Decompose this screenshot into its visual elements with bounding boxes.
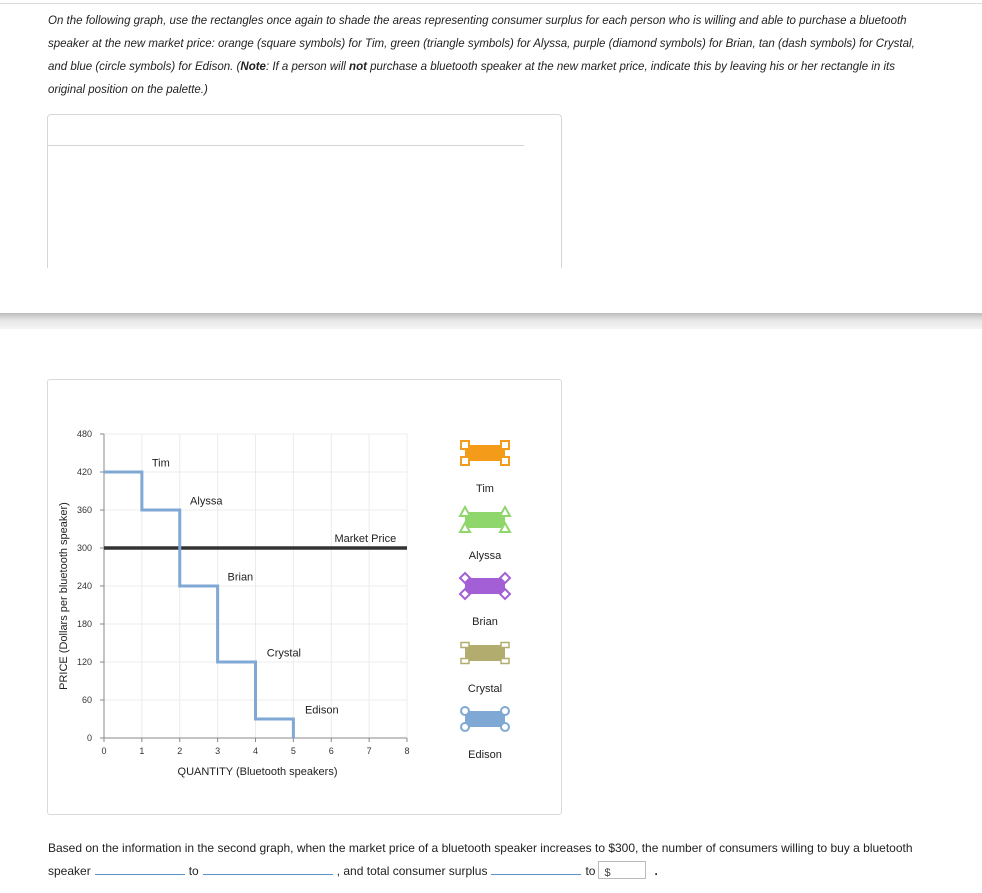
person-label-brian: Brian [227, 571, 254, 584]
x-tick-label: 6 [328, 746, 334, 756]
instructions-text: On the following graph, use the rectangles once again to shade the areas representing consumer surplus for each person who is willing and able to purchase a bluetooth speaker at the new market price: orange (square symbols) for Tim, green (triangle symbols) for Alyssa, purple (diamond symbols) for Brian, tan (dash symbols) for Crystal, and blue (circle symbols) for Edison. (Note: If a person will not purchase a bluetooth speaker at the new market price, indicate this by leaving his or her rectangle in its original position on the palette.) [48, 15, 915, 96]
consumers-from-dropdown[interactable] [95, 860, 185, 875]
y-tick-label: 420 [76, 467, 92, 477]
note-label: Note [240, 61, 266, 73]
palette-edison-rectangle[interactable] [461, 707, 509, 731]
palette-tim-label: Tim [476, 483, 494, 495]
palette-edison-label: Edison [468, 749, 502, 761]
x-tick-label: 0 [101, 746, 107, 756]
palette-tim-rectangle[interactable] [461, 441, 509, 465]
palette-crystal-rectangle[interactable] [461, 643, 509, 664]
x-tick-label: 2 [177, 746, 183, 756]
palette-alyssa-rectangle[interactable] [460, 507, 510, 532]
y-tick-label: 60 [81, 695, 92, 705]
market-price-label: Market Price [334, 533, 397, 545]
x-tick-label: 5 [290, 746, 296, 756]
y-tick-label: 0 [86, 733, 92, 743]
x-tick-label: 7 [366, 746, 372, 756]
y-axis-title: PRICE (Dollars per bluetooth speaker) [58, 502, 70, 690]
surplus-amount-input[interactable]: $ [598, 861, 646, 879]
person-label-crystal: Crystal [266, 647, 302, 660]
consumers-to-dropdown[interactable] [203, 860, 333, 875]
y-tick-label: 480 [76, 429, 92, 439]
person-label-alyssa: Alyssa [190, 495, 223, 508]
x-tick-label: 1 [139, 746, 145, 756]
person-label-tim: Tim [151, 457, 170, 470]
y-tick-label: 120 [76, 657, 92, 667]
x-tick-label: 4 [252, 746, 259, 756]
y-tick-label: 240 [76, 581, 92, 591]
not-word: not [349, 61, 367, 73]
question-text: Based on the information in the second graph, when the market price of a bluetooth speaker increases to $300, the number of consumers willing to buy a bluetooth speaker to , and total consumer surplus to $ . [48, 841, 913, 879]
y-tick-label: 300 [76, 543, 92, 553]
palette-crystal-label: Crystal [467, 683, 503, 695]
y-tick-label: 180 [76, 619, 92, 629]
demand-curve [104, 472, 293, 738]
palette-brian-label: Brian [472, 616, 498, 628]
x-tick-label: 3 [215, 746, 221, 756]
x-axis-title: QUANTITY (Bluetooth speakers) [177, 766, 338, 778]
x-tick-label: 8 [404, 746, 410, 756]
y-tick-label: 360 [76, 505, 92, 515]
person-label-edison: Edison [304, 704, 339, 717]
palette-brian-rectangle[interactable] [460, 573, 510, 599]
palette-alyssa-label: Alyssa [468, 550, 502, 562]
surplus-change-dropdown[interactable] [491, 860, 581, 875]
